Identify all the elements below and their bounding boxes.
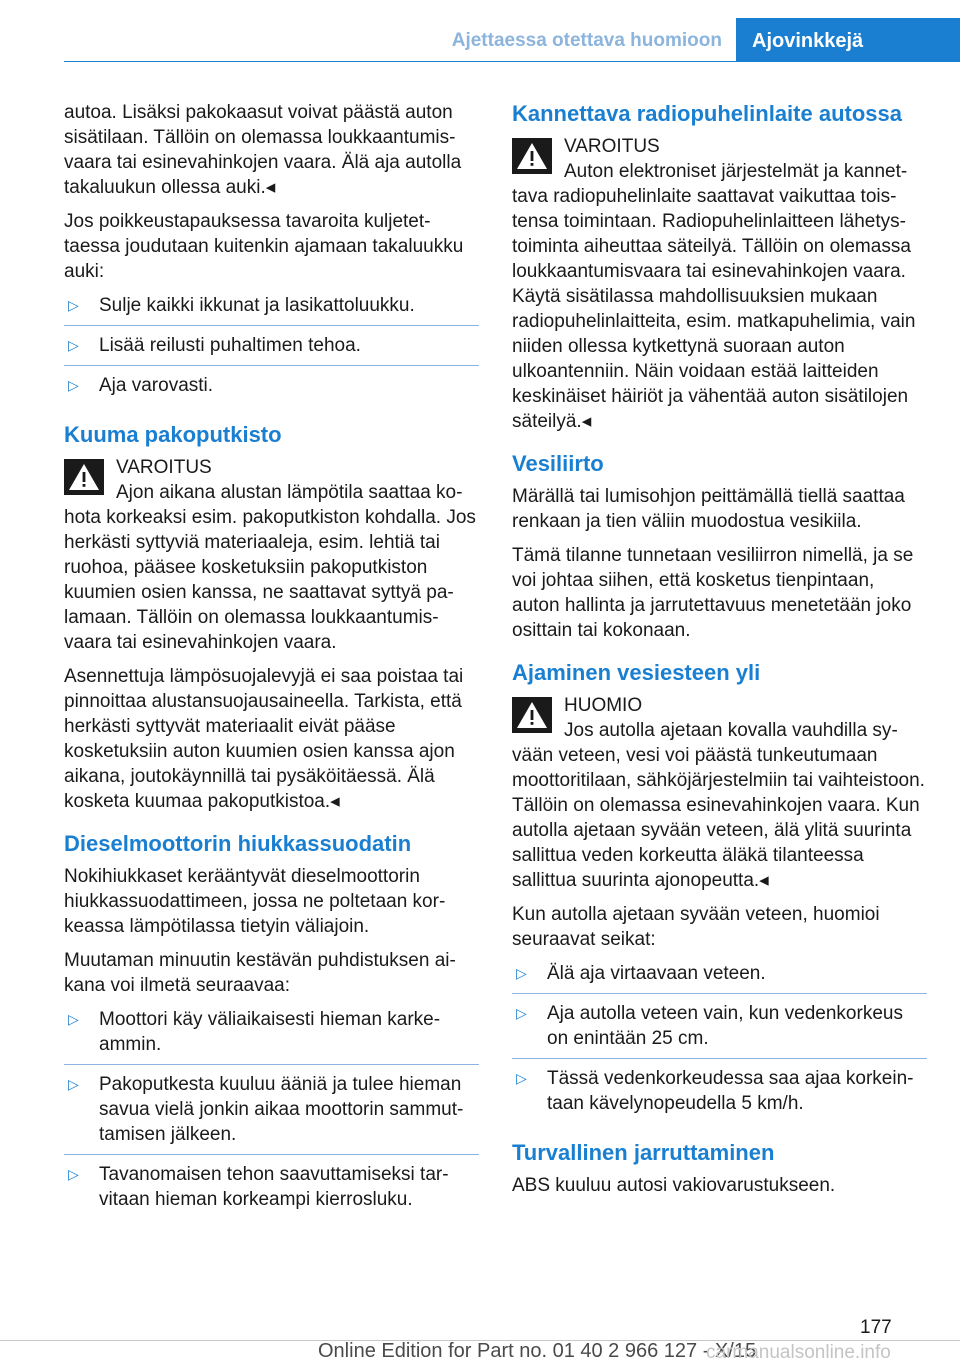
triangle-right-bullet-icon: ▷ bbox=[68, 1076, 79, 1092]
list-item bbox=[64, 293, 479, 326]
paragraph: Kun autolla ajetaan syvään veteen, huomioi seuraavat seikat: bbox=[512, 904, 880, 950]
page-number: 177 bbox=[860, 1317, 892, 1338]
warning-text: Ajon aikana alustan lämpötila saattaa kohota korkeaksi esim. pakoputkiston kohdalla. Jos herkästi syttyviä materiaaleja, esim. lehtiä tai ruohoa, pääsee kosketuksiin pakoputkiston kuumien osien kanssa, ne saattavat syttyä palamaan. Tällöin on olemassa loukkaantumisvaara tai esinevahinkojen vaara. bbox=[64, 482, 476, 653]
paragraph: Jos poikkeustapauksessa tavaroita kuljetettaessa joudutaan kuitenkin ajamaan takaluukku auki: bbox=[64, 211, 464, 282]
triangle-right-bullet-icon: ▷ bbox=[68, 377, 79, 393]
caution-text: Jos autolla ajetaan kovalla vauhdilla syvään veteen, vesi voi päästä tunkeutumaan moottoritilaan, sähköjärjestelmiin tai vaihteistoon. Tällöin on olemassa esinevahinkojen vaara. Kun autolla ajetaan syvään veteen, älä ylitä suurinta sallittua veden korkeutta äläkä tilanteessa sallittua suurinta ajonopeutta.◂ bbox=[512, 720, 925, 891]
list-item bbox=[512, 961, 927, 994]
list-item-text: Pakoputkesta kuuluu ääniä ja tulee hieman savua vielä jonkin aikaa moottorin sammuttamisen jälkeen. bbox=[99, 1074, 464, 1145]
paragraph: Asennettuja lämpösuojalevyjä ei saa poistaa tai pinnoittaa alustansuojausaineella. Tarkista, että herkästi syttyvät materiaalit eivät pääse kosketuksiin auton kuumien osien kanssa ajon aikana, joutokäynnillä tai pysäköitäessä. Älä kosketa kuumaa pakoputkistoa.◂ bbox=[64, 666, 464, 812]
warning-triangle-icon bbox=[64, 459, 104, 495]
paragraph: Muutaman minuutin kestävän puhdistuksen aikana voi ilmetä seuraavaa: bbox=[64, 950, 456, 996]
paragraph: ABS kuuluu autosi vakiovarustukseen. bbox=[512, 1175, 836, 1196]
section-heading-diesel-filter: Dieselmoottorin hiukkassuodatin bbox=[64, 831, 412, 856]
header-chapter-tab: Ajovinkkejä bbox=[736, 18, 960, 62]
list-item-text: Aja varovasti. bbox=[99, 375, 214, 396]
triangle-right-bullet-icon: ▷ bbox=[68, 297, 79, 313]
triangle-right-bullet-icon: ▷ bbox=[68, 1166, 79, 1182]
bullet-list bbox=[512, 961, 927, 1123]
list-item bbox=[64, 1162, 479, 1219]
right-column bbox=[512, 100, 927, 1207]
warning-block bbox=[64, 455, 479, 655]
header-section-title: Ajettaessa otettava huomioon bbox=[451, 30, 722, 51]
paragraph: Nokihiukkaset kerääntyvät dieselmoottorin hiukkassuodattimeen, jossa ne poltetaan korkeassa lämpötilassa tietyin väliajoin. bbox=[64, 866, 446, 937]
warning-text: Auton elektroniset järjestelmät ja kannettava radiopuhelinlaite saattavat vaikuttaa toistensa toimintaan. Radiopuhelinlaitteen lähetystoiminta aiheuttaa säteilyä. Tällöin on olemassa loukkaantumisvaara tai esinevahinkojen vaara. Käytä sisätilassa mahdollisuuksien mukaan radiopuhelinlaitteita, esim. matkapuhelimia, vain niiden ollessa kytkettynä suoraan auton ulkoantenniin. Näin voidaan estää laitteiden keskinäiset häiriöt ja vähentää auton sisätilojen säteilyä.◂ bbox=[512, 161, 916, 432]
triangle-right-bullet-icon: ▷ bbox=[68, 1011, 79, 1027]
list-item bbox=[512, 1001, 927, 1059]
triangle-right-bullet-icon: ▷ bbox=[68, 337, 79, 353]
list-item-text: Sulje kaikki ikkunat ja lasikattoluukku. bbox=[99, 295, 415, 316]
list-item bbox=[64, 373, 479, 405]
warning-triangle-icon bbox=[512, 697, 552, 733]
list-item bbox=[64, 1072, 479, 1155]
triangle-right-bullet-icon: ▷ bbox=[516, 1005, 527, 1021]
paragraph: Märällä tai lumisohjon peittämällä tiellä saattaa renkaan ja tien väliin muodostua vesikiila. bbox=[512, 486, 905, 532]
list-item bbox=[64, 1007, 479, 1065]
warning-triangle-icon bbox=[512, 138, 552, 174]
warning-block bbox=[512, 134, 927, 434]
paragraph: Tämä tilanne tunnetaan vesiliirron nimellä, ja se voi johtaa siihen, että kosketus tienpintaan, auton hallinta ja jarrutettavuus menetetään joko osittain tai kokonaan. bbox=[512, 545, 914, 641]
section-heading-safe-braking: Turvallinen jarruttaminen bbox=[512, 1140, 775, 1165]
left-column bbox=[64, 100, 479, 1231]
paragraph: autoa. Lisäksi pakokaasut voivat päästä auton sisätilaan. Tällöin on olemassa loukkaantumisvaara tai esinevahinkojen vaara. Älä aja autolla takaluukun ollessa auki.◂ bbox=[64, 102, 462, 198]
list-item bbox=[512, 1066, 927, 1123]
list-item-text: Tavanomaisen tehon saavuttamiseksi tarvitaan hieman korkeampi kierrosluku. bbox=[99, 1164, 449, 1210]
bullet-list bbox=[64, 1007, 479, 1219]
warning-title: VAROITUS bbox=[564, 136, 660, 157]
page-header bbox=[0, 0, 960, 62]
list-item-text: Tässä vedenkorkeudessa saa ajaa korkeintaan kävelynopeudella 5 km/h. bbox=[547, 1068, 914, 1114]
list-item-text: Aja autolla veteen vain, kun vedenkorkeus on enintään 25 cm. bbox=[547, 1003, 903, 1049]
footer-edition-text: Online Edition for Part no. 01 40 2 966 127 - X/15 bbox=[318, 1340, 757, 1362]
list-item-text: Älä aja virtaavaan veteen. bbox=[547, 963, 766, 984]
section-heading-radio: Kannettava radiopuhelinlaite autossa bbox=[512, 101, 902, 126]
list-item-text: Moottori käy väliaikaisesti hieman karkeammin. bbox=[99, 1009, 441, 1055]
section-heading-aquaplaning: Vesiliirto bbox=[512, 451, 604, 476]
header-rule bbox=[64, 61, 960, 62]
caution-block bbox=[512, 693, 927, 893]
triangle-right-bullet-icon: ▷ bbox=[516, 1070, 527, 1086]
list-item bbox=[64, 333, 479, 366]
bullet-list bbox=[64, 293, 479, 405]
list-item-text: Lisää reilusti puhaltimen tehoa. bbox=[99, 335, 361, 356]
caution-title: HUOMIO bbox=[564, 695, 643, 716]
section-heading-hot-exhaust: Kuuma pakoputkisto bbox=[64, 422, 282, 447]
warning-title: VAROITUS bbox=[116, 457, 212, 478]
triangle-right-bullet-icon: ▷ bbox=[516, 965, 527, 981]
footer-watermark: carmanualsonline.info bbox=[706, 1342, 891, 1362]
section-heading-water-crossing: Ajaminen vesiesteen yli bbox=[512, 660, 761, 685]
